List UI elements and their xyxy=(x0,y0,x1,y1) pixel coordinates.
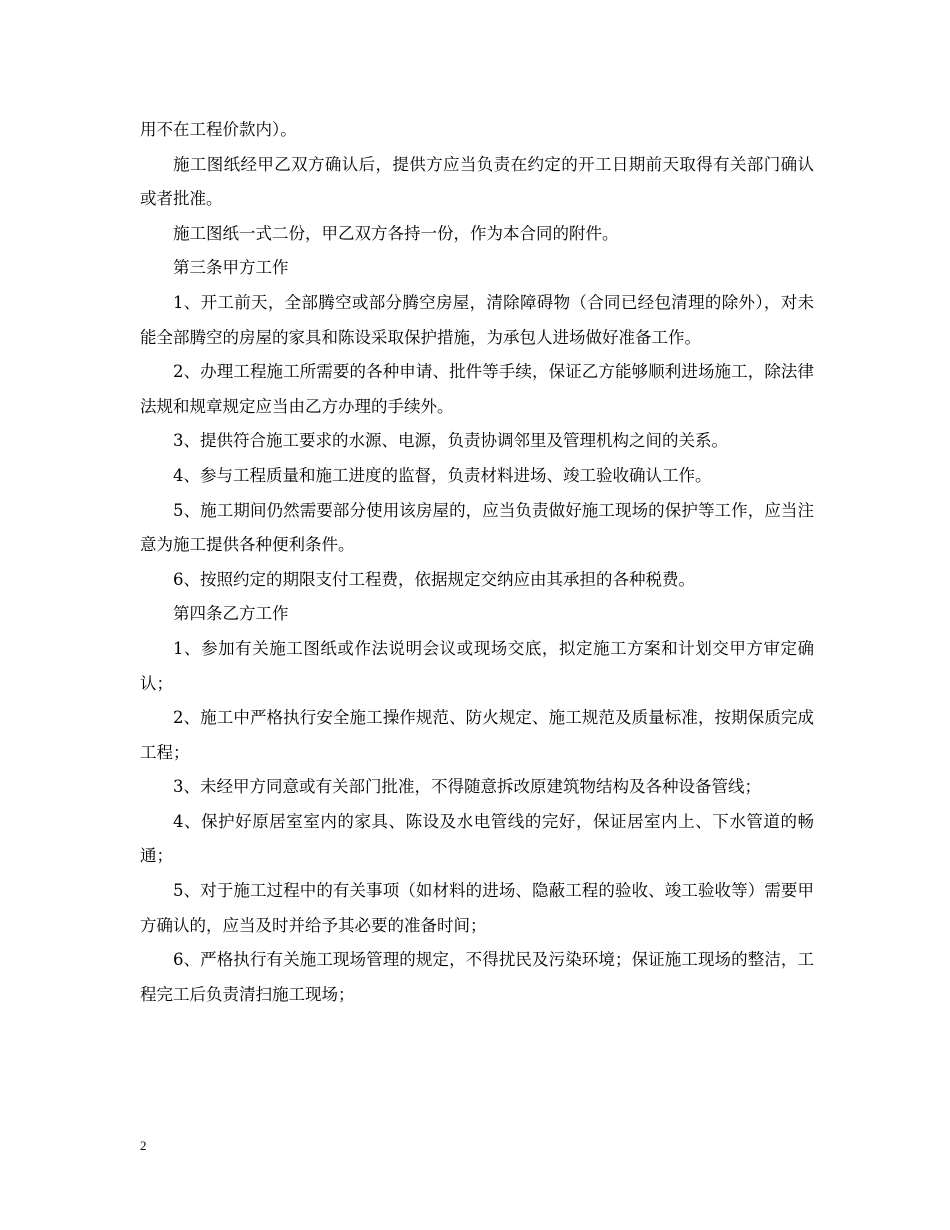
paragraph: 3、提供符合施工要求的水源、电源，负责协调邻里及管理机构之间的关系。 xyxy=(173,431,728,451)
paragraph: 5、施工期间仍然需要部分使用该房屋的，应当负责做好施工现场的保护等工作，应当注意为施工提供各种便利条件。 xyxy=(140,500,814,555)
paragraph: 4、参与工程质量和施工进度的监督，负责材料进场、竣工验收确认工作。 xyxy=(173,465,712,485)
paragraph: 1、参加有关施工图纸或作法说明会议或现场交底，拟定施工方案和计划交甲方审定确认； xyxy=(140,638,814,693)
paragraph: 用不在工程价款内）。 xyxy=(140,120,297,139)
paragraph: 4、保护好原居室室内的家具、陈设及水电管线的完好，保证居室内上、下水管道的畅通； xyxy=(140,811,814,866)
paragraph: 1、开工前天，全部腾空或部分腾空房屋，清除障碍物（合同已经包清理的除外），对未能全部腾空的房屋的家具和陈设采取保护措施，为承包人进场做好准备工作。 xyxy=(140,292,814,347)
paragraph: 第四条乙方工作 xyxy=(173,604,289,624)
page-number: 2 xyxy=(140,1138,147,1153)
paragraph: 第三条甲方工作 xyxy=(173,258,289,278)
document-body xyxy=(140,113,814,1012)
paragraph: 施工图纸经甲乙双方确认后，提供方应当负责在约定的开工日期前天取得有关部门确认或者批准。 xyxy=(140,154,814,209)
paragraph: 5、对于施工过程中的有关事项（如材料的进场、隐蔽工程的验收、竣工验收等）需要甲方确认的，应当及时并给予其必要的准备时间； xyxy=(140,881,814,935)
paragraph: 2、办理工程施工所需要的各种申请、批件等手续，保证乙方能够顺利进场施工，除法律法规和规章规定应当由乙方办理的手续外。 xyxy=(140,362,814,416)
paragraph: 6、严格执行有关施工现场管理的规定，不得扰民及污染环境；保证施工现场的整洁，工程完工后负责清扫施工现场； xyxy=(140,950,814,1004)
paragraph: 2、施工中严格执行安全施工操作规范、防火规定、施工规范及质量标准，按期保质完成工程； xyxy=(140,708,814,762)
paragraph: 6、按照约定的期限支付工程费，依据规定交纳应由其承担的各种税费。 xyxy=(173,569,695,589)
paragraph: 施工图纸一式二份，甲乙双方各持一份，作为本合同的附件。 xyxy=(173,223,619,243)
paragraph: 3、未经甲方同意或有关部门批准，不得随意拆改原建筑物结构及各种设备管线； xyxy=(173,777,761,797)
